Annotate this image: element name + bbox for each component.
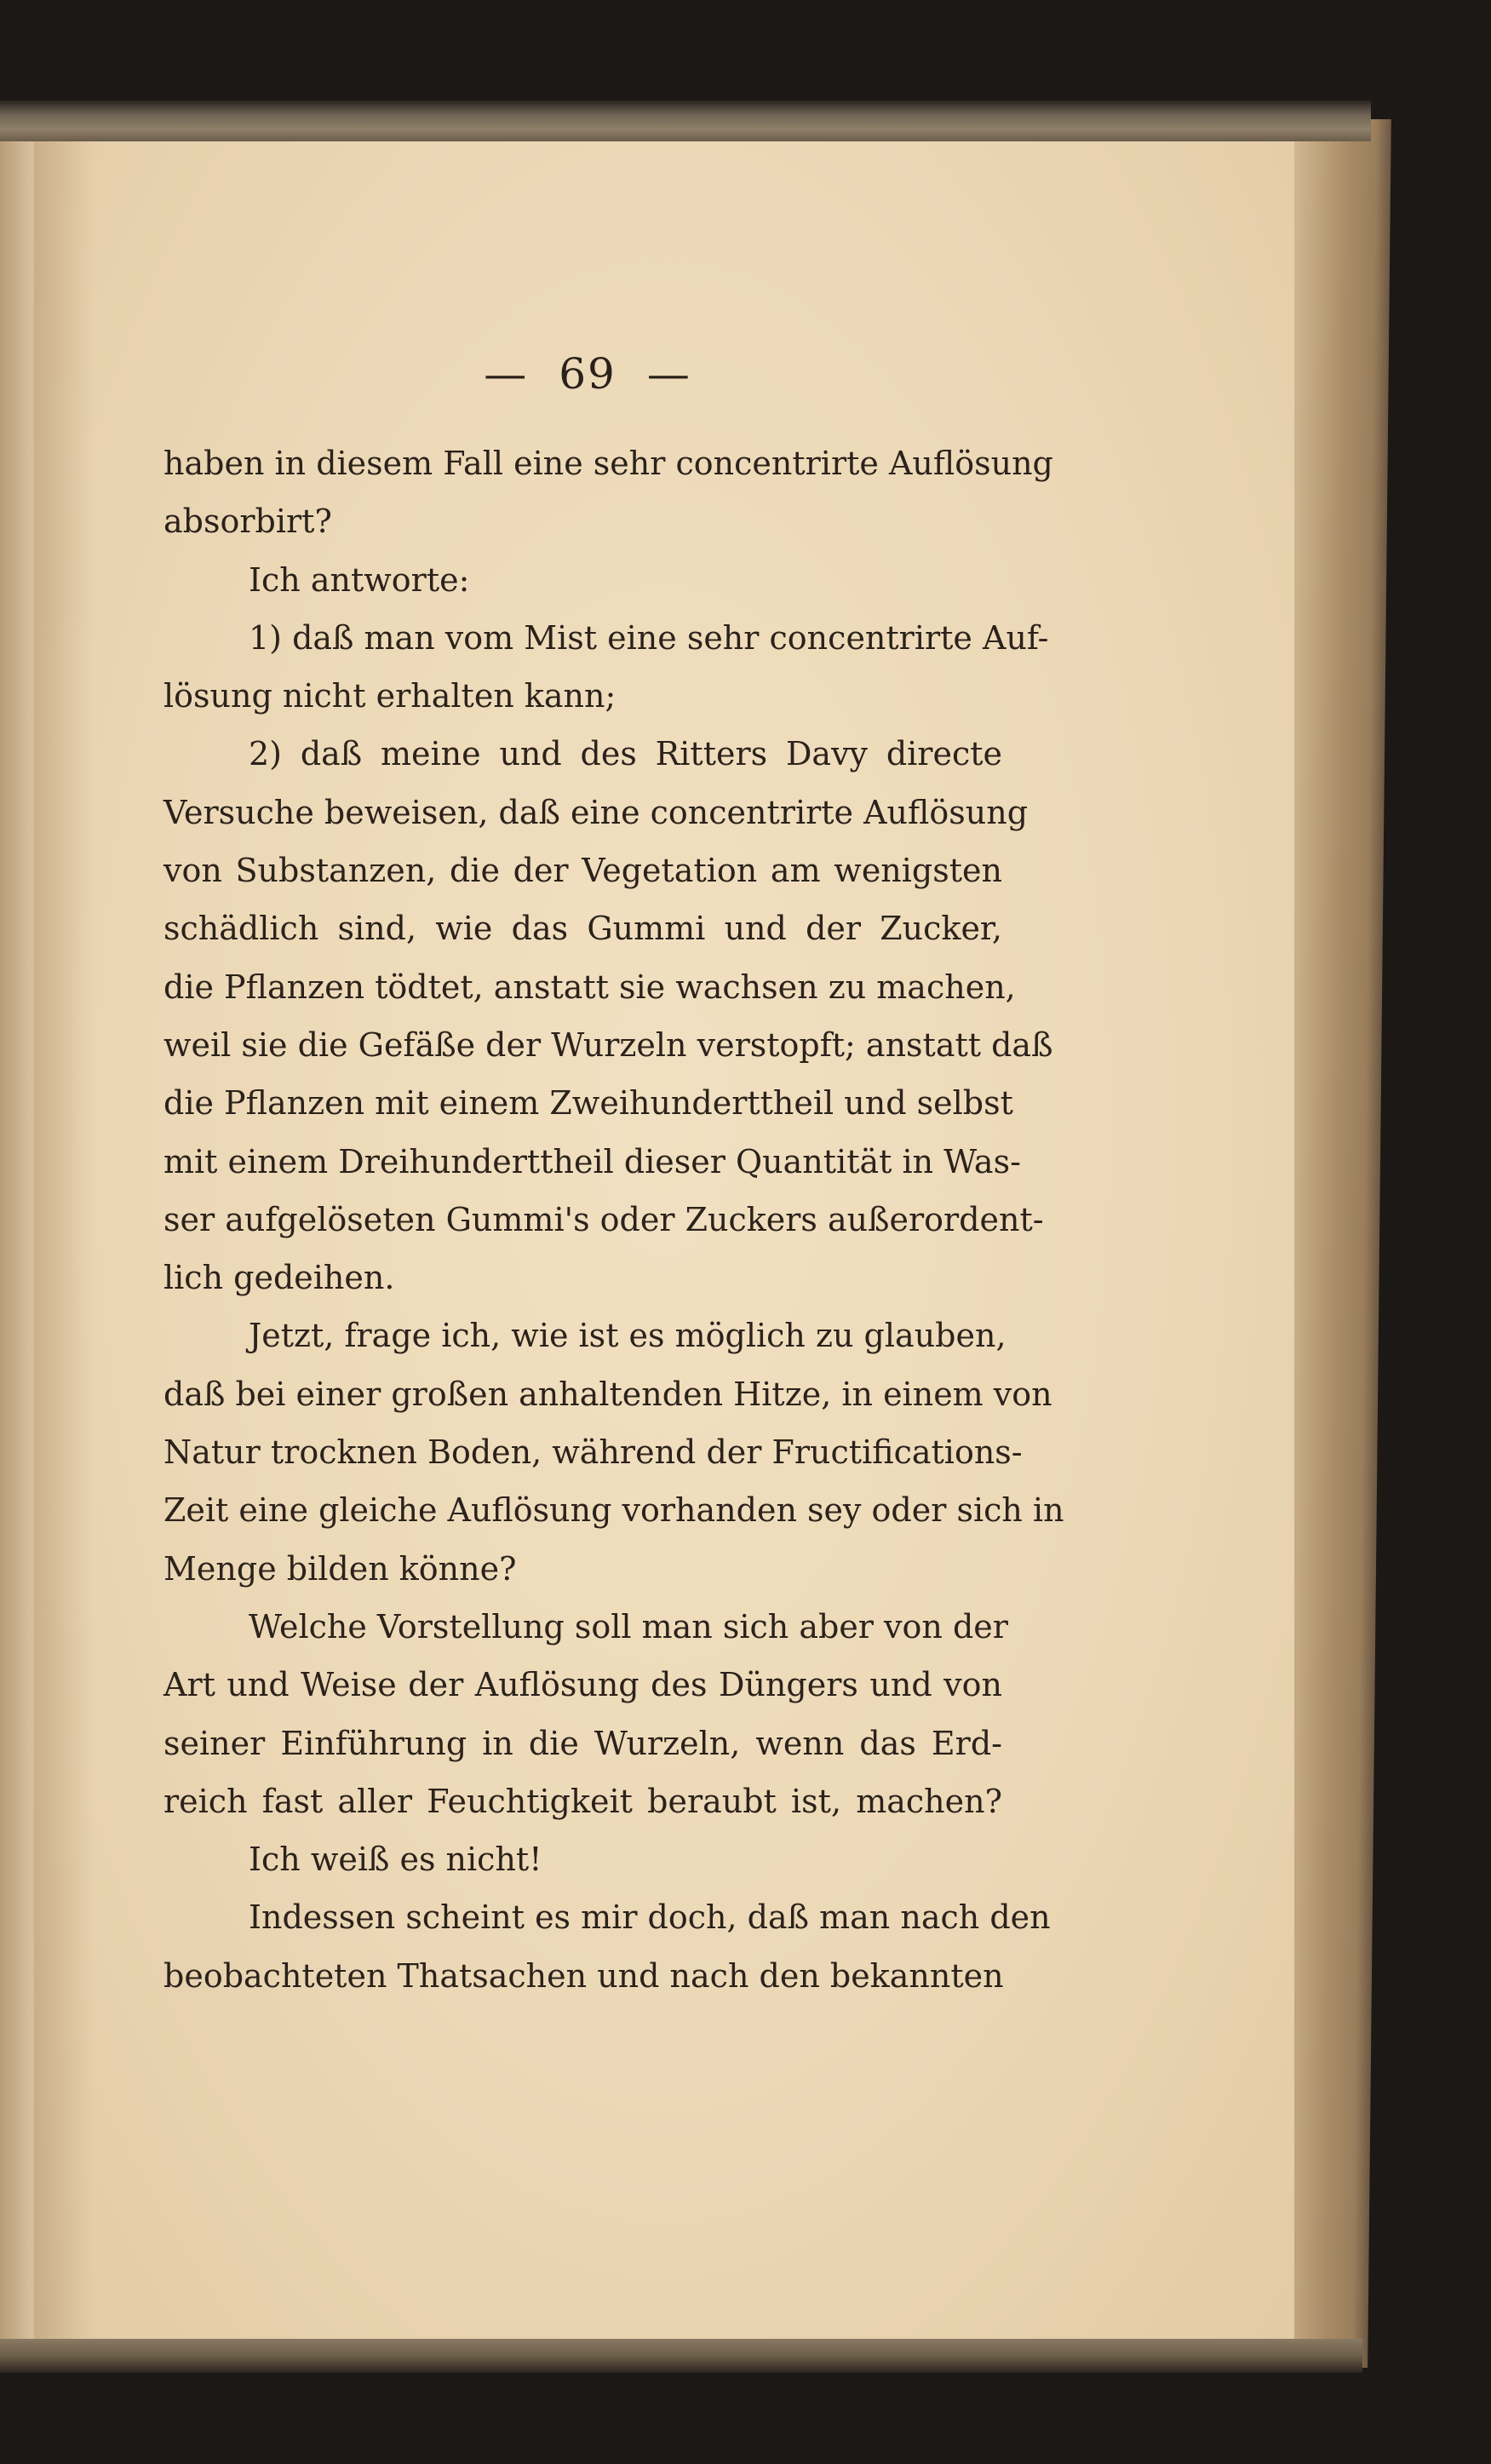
gutter-shadow [34,128,94,2342]
text-line: die Pflanzen mit einem Zweihunderttheil und selbst [163,1084,1013,1123]
text-line: Jetzt, frage ich, wie ist es möglich zu glauben, [249,1317,1006,1355]
text-line: die Pflanzen tödtet, anstatt sie wachsen zu machen, [163,968,1016,1006]
top-binding-edge [0,101,1371,141]
text-line: beobachteten Thatsachen und nach den bekannten [163,1956,1004,1995]
body-text [163,434,1064,2005]
page-number: 69 [559,349,616,399]
text-line: Art und Weise der Auflösung des Düngers und von [163,1666,1002,1704]
text-line: ser aufgelöseten Gummi's oder Zuckers außerordent- [163,1200,1044,1238]
text-line: haben in diesem Fall eine sehr concentrirte Auflösung [163,445,1053,482]
text-line: lösung nicht erhalten kann; [163,677,616,715]
text-line: Ich weiß es nicht! [249,1841,542,1879]
text-line: seiner Einführung in die Wurzeln, wenn das Erd- [163,1724,1002,1762]
text-line: daß bei einer großen anhaltenden Hitze, in einem von [163,1375,1052,1413]
text-line: mit einem Dreihunderttheil dieser Quantität in Was- [163,1142,1021,1180]
text-line: Natur trocknen Boden, während der Fructifications- [163,1433,1023,1472]
text-line: Welche Vorstellung soll man sich aber von der [249,1607,1008,1646]
text-line: reich fast aller Feuchtigkeit beraubt ist, machen? [163,1782,1002,1820]
text-line: lich gedeihen. [163,1259,395,1297]
text-line: 1) daß man vom Mist eine sehr concentrirte Auf- [249,618,1049,657]
text-line: von Substanzen, die der Vegetation am wenigsten [163,852,1002,890]
text-line: absorbirt? [163,503,332,541]
header-dash-right: — [646,349,691,399]
text-line: Menge bilden könne? [163,1549,517,1588]
text-line: 2) daß meine und des Ritters Davy directe [249,735,1002,773]
text-line: Indessen scheint es mir doch, daß man nach den [249,1898,1051,1937]
text-line: weil sie die Gefäße der Wurzeln verstopft; anstatt daß [163,1025,1053,1064]
text-line: Zeit eine gleiche Auflösung vorhanden sey oder sich in [163,1491,1064,1530]
text-line: schädlich sind, wie das Gummi und der Zucker, [163,910,1002,948]
text-line: Versuche beweisen, daß eine concentrirte Auflösung [163,793,1029,831]
header-dash-left: — [484,349,529,399]
bottom-binding-edge [0,2339,1362,2373]
page-header [0,349,1175,399]
text-line: Ich antworte: [249,560,470,599]
